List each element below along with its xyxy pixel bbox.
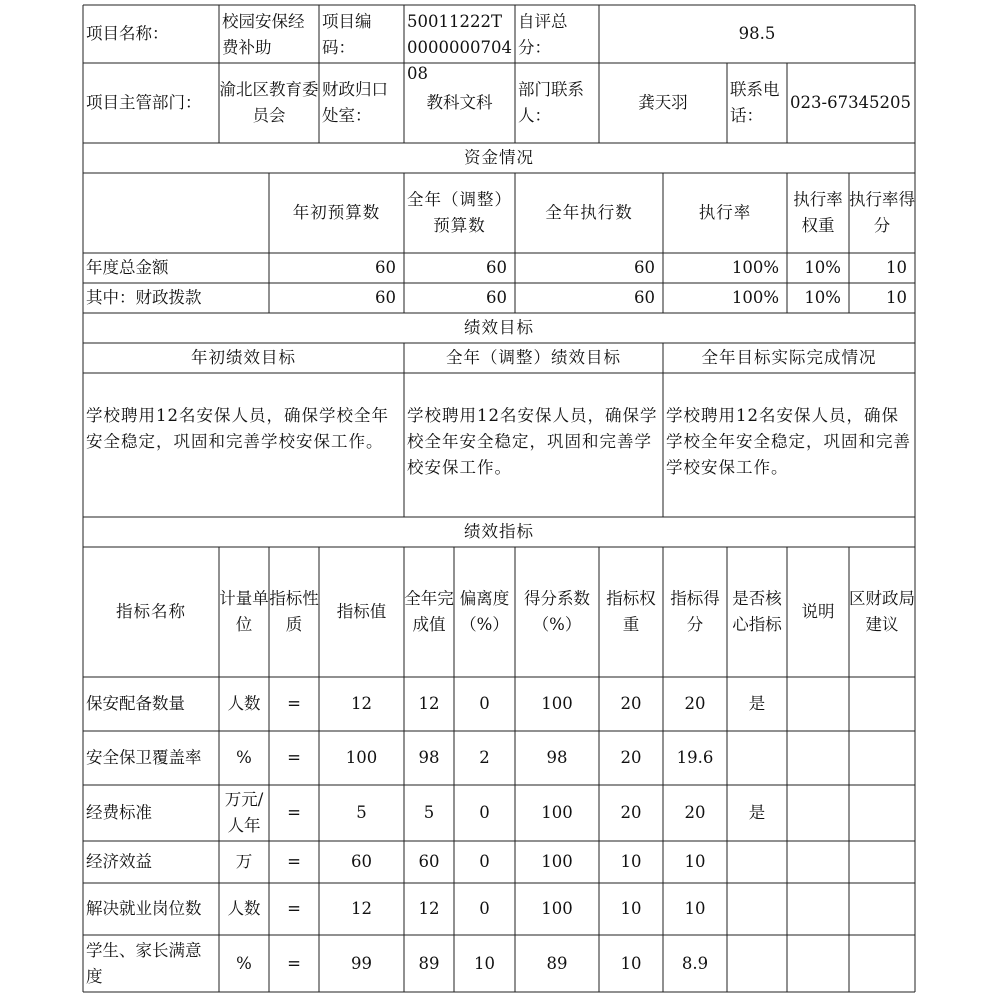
goals-col-header: 全年目标实际完成情况 [701,348,877,367]
funds-col-header: 全年（调整）预算数 [407,190,512,235]
indicator-unit: 万元/人年 [224,790,264,835]
phone-label: 联系电话： [730,80,780,125]
indicators-section-title: 绩效指标 [464,522,534,541]
indicator-name: 保安配备数量 [86,694,185,713]
indicator-target: 5 [356,803,367,822]
finance-office-value: 教科文科 [426,93,493,112]
indicator-note [787,785,849,841]
self-score-value: 98.5 [738,24,776,43]
indicator-weight: 20 [620,748,642,767]
indicator-score: 20 [684,803,706,822]
funds-cell: 10 [886,258,907,277]
indicator-weight: 10 [620,953,642,973]
indicator-coef: 100 [541,694,573,713]
indicator-actual: 60 [418,852,440,871]
funds-cell: 60 [486,288,507,307]
indicator-unit: % [236,748,252,767]
funds-section-title: 资金情况 [464,148,534,167]
indicator-actual: 5 [423,803,435,822]
funds-cell: 10 [886,288,907,307]
dept-value: 渝北区教育委员会 [219,80,319,125]
funds-cell: 10% [804,258,841,277]
indicator-col-header: 指标值 [336,602,387,621]
project-code-value: 50011222T000000070408 [407,12,512,83]
indicator-weight: 20 [620,694,642,713]
contact-label: 部门联系人： [518,80,584,125]
indicator-weight: 20 [620,803,642,822]
phone-value: 023-67345205 [790,93,912,112]
indicator-core [727,731,787,785]
project-name-value: 校园安保经费补助 [222,12,305,57]
indicator-note [787,731,849,785]
indicator-weight: 10 [620,899,642,918]
indicator-actual: 98 [418,748,440,767]
indicator-nature: = [287,899,301,918]
indicator-advice [849,677,915,731]
indicator-core [727,883,787,935]
funds-cell: 10% [804,288,841,307]
indicator-score: 10 [684,899,706,918]
indicator-advice [849,841,915,883]
indicator-advice [849,731,915,785]
indicator-col-header: 指标权重 [606,589,656,634]
indicator-unit: 人数 [227,694,261,713]
indicator-coef: 89 [546,953,568,973]
indicator-actual: 89 [418,953,440,973]
goal-text-actual: 学校聘用12名安保人员，确保学校全年安全稳定，巩固和完善学校安保工作。 [666,406,911,477]
indicator-score: 20 [684,694,706,713]
indicator-actual: 12 [418,694,440,713]
indicator-actual: 12 [418,899,440,918]
indicator-target: 100 [345,748,378,767]
funds-cell: 60 [375,288,396,307]
indicator-coef: 100 [541,803,573,822]
indicator-unit: % [236,953,252,973]
indicator-note [787,883,849,935]
funds-cell: 60 [634,288,655,307]
indicator-col-header: 是否核心指标 [732,589,782,634]
goal-text-adjusted: 学校聘用12名安保人员，确保学校全年安全稳定，巩固和完善学校安保工作。 [407,406,658,477]
indicator-target: 99 [351,953,372,973]
indicator-nature: = [287,748,301,767]
indicator-score: 10 [684,852,706,871]
indicator-col-header: 指标名称 [116,602,186,621]
goals-col-header: 年初绩效目标 [191,348,296,367]
funds-cell: 60 [634,258,655,277]
indicator-col-header: 区财政局建议 [849,589,915,634]
indicator-advice [849,883,915,935]
funds-col-header: 执行率 [698,203,752,222]
indicator-name: 安全保卫覆盖率 [86,748,202,767]
funds-col-header: 执行率得分 [849,190,915,235]
indicator-name: 学生、家长满意度 [86,940,202,986]
indicator-col-header: 偏离度（%） [459,589,510,634]
indicator-target: 12 [351,899,372,918]
funds-cell: 100% [731,258,779,277]
project-name-label: 项目名称： [86,24,169,43]
indicator-nature: = [287,803,301,822]
goals-col-header: 全年（调整）绩效目标 [446,348,621,367]
project-code-label: 项目编码： [322,12,372,57]
indicator-deviation: 2 [479,748,490,767]
indicator-col-header: 指标性质 [269,589,319,634]
indicator-note [787,935,849,992]
indicator-nature: = [287,694,301,713]
indicator-name: 经费标准 [86,803,152,822]
indicator-deviation: 0 [479,852,490,871]
indicator-weight: 10 [620,852,642,871]
indicator-core: 是 [748,694,766,713]
funds-cell: 60 [486,258,507,277]
contact-value: 龚天羽 [638,93,688,112]
funds-row-label: 年度总金额 [86,258,169,277]
indicator-coef: 100 [541,899,573,918]
indicator-core: 是 [748,803,766,822]
indicator-name: 解决就业岗位数 [86,899,202,918]
funds-cell: 100% [731,288,779,307]
indicator-score: 8.9 [681,953,709,973]
funds-col-header: 年初预算数 [292,203,381,222]
indicator-core [727,841,787,883]
indicator-advice [849,935,915,992]
indicator-coef: 98 [546,748,568,767]
indicator-target: 12 [351,694,372,713]
indicator-col-header: 指标得分 [670,589,720,634]
goals-section-title: 绩效目标 [464,318,534,337]
indicator-deviation: 0 [479,803,490,822]
indicator-col-header: 说明 [801,602,835,621]
goal-text-initial: 学校聘用12名安保人员，确保学校全年安全稳定，巩固和完善学校安保工作。 [86,406,389,451]
funds-row-label: 其中：财政拨款 [86,288,202,307]
indicator-unit: 万 [235,852,253,871]
indicator-unit: 人数 [227,899,261,918]
indicator-deviation: 10 [474,953,495,973]
indicator-core [727,935,787,992]
indicator-col-header: 得分系数（%） [524,589,590,634]
indicator-nature: = [287,953,301,973]
indicator-nature: = [287,852,301,871]
funds-col-header: 执行率权重 [793,190,843,235]
indicator-score: 19.6 [676,748,714,767]
indicator-target: 60 [351,852,372,871]
dept-label: 项目主管部门： [86,93,202,112]
funds-cell: 60 [375,258,396,277]
indicator-col-header: 全年完成值 [404,589,454,634]
indicator-name: 经济效益 [86,852,152,871]
finance-office-label: 财政归口处室： [322,80,388,125]
funds-col-header: 全年执行数 [545,203,633,222]
self-score-label: 自评总分： [518,12,568,57]
indicator-deviation: 0 [479,694,490,713]
indicator-note [787,841,849,883]
indicator-deviation: 0 [479,899,490,918]
indicator-advice [849,785,915,841]
indicator-col-header: 计量单位 [219,589,269,634]
indicator-note [787,677,849,731]
indicator-coef: 100 [541,852,573,871]
